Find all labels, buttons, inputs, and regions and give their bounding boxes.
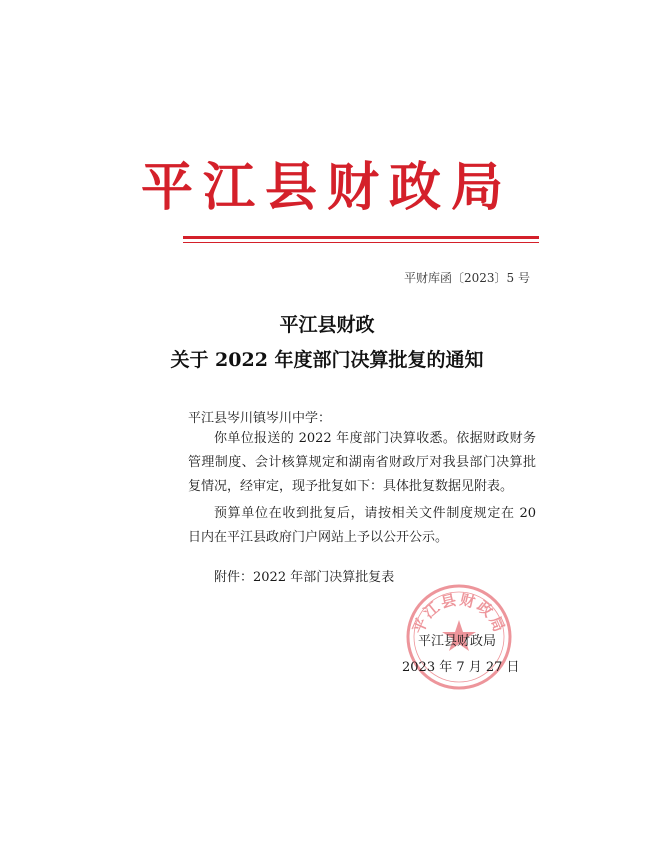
- document-title-line2: 关于 2022 年度部门决算批复的通知: [170, 349, 484, 371]
- attachment-line: 附件：2022 年部门决算批复表: [214, 570, 395, 585]
- signature-date: 2023 年 7 月 27 日: [402, 660, 520, 675]
- addressee: 平江县岑川镇岑川中学：: [188, 411, 332, 426]
- body-paragraph-2: 预算单位在收到批复后，请按相关文件制度规定在 20 日内在平江县政府门户网站上予以公开公示。: [188, 506, 536, 545]
- seal-text: 平江县财政局: [408, 590, 510, 637]
- letterhead-title: 平江县财政局: [140, 157, 513, 218]
- letterhead-rule-thick: [183, 236, 539, 239]
- document-title-line1: 平江县财政: [279, 314, 375, 336]
- body-paragraph-1: 你单位报送的 2022 年度部门决算收悉。依据财政财务管理制度、会计核算规定和湖南省财政厅对我县部门决算批复情况，经审定，现予批复如下：具体批复数据见附表。: [188, 431, 536, 494]
- signature-org: 平江县财政局: [418, 634, 497, 649]
- letterhead-rule-thin: [183, 242, 539, 243]
- document-number: 平财库函〔2023〕5 号: [404, 271, 530, 285]
